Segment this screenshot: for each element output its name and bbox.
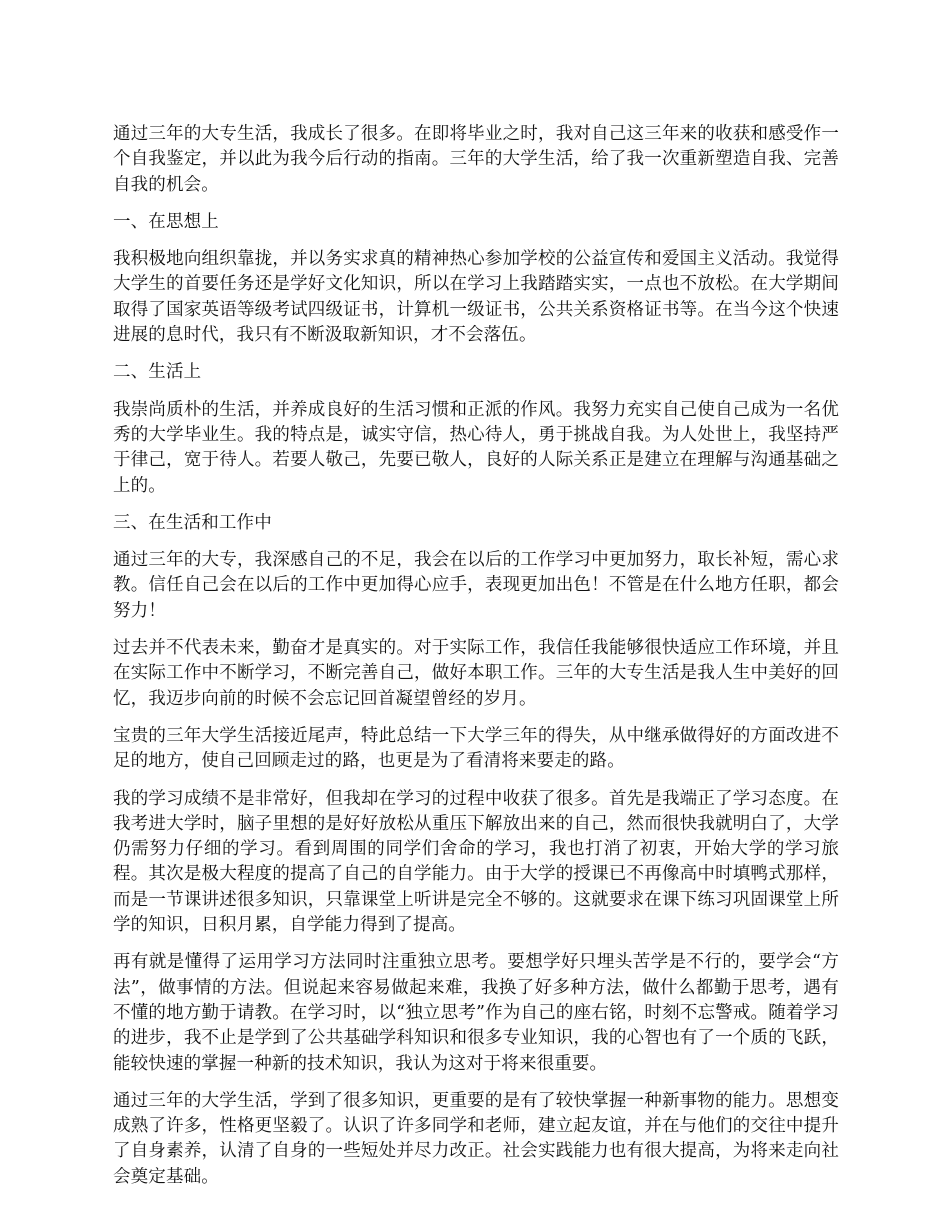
study-paragraph: 我的学习成绩不是非常好，但我却在学习的过程中收获了很多。首先是我端正了学习态度。在我考进大学时，脑子里想的是好好放松从重压下解放出来的自己，然而很快我就明白了，大学仍需努力仔细的学习。看到周围的同学们舍命的学习，我也打消了初衷，开始大学的学习旅程。其次是极大程度的提高了自己的自学能力。由于大学的授课已不再像高中时填鸭式那样，而是一节课讲述很多知识，只靠课堂上听讲是完全不够的。这就要求在课下练习巩固课堂上所学的知识，日积月累，自学能力得到了提高。: [113, 788, 839, 936]
method-paragraph: 再有就是懂得了运用学习方法同时注重独立思考。要想学好只埋头苦学是不行的，要学会“方法”，做事情的方法。但说起来容易做起来难，我换了好多种方法，做什么都勤于思考，遇有不懂的地方勤于请教。在学习时，以“独立思考”作为自己的座右铭，时刻不忘警戒。随着学习的进步，我不止是学到了公共基础学科知识和很多专业知识，我的心智也有了一个质的飞跃，能较快速的掌握一种新的技术知识，我认为这对于将来很重要。: [113, 952, 839, 1074]
work-paragraph-1: 通过三年的大专，我深感自己的不足，我会在以后的工作学习中更加努力，取长补短，需心求教。信任自己会在以后的工作中更加得心应手，表现更加出色！不管是在什么地方任职，都会努力！: [113, 550, 839, 621]
thought-paragraph: 我积极地向组织靠拢，并以务实求真的精神热心参加学校的公益宣传和爱国主义活动。我觉得大学生的首要任务还是学好文化知识，所以在学习上我踏踏实实，一点也不放松。在大学期间取得了国家英语等级考试四级证书，计算机一级证书，公共关系资格证书等。在当今这个快速进展的息时代，我只有不断汲取新知识，才不会落伍。: [113, 249, 839, 346]
document-body: [113, 122, 839, 1202]
section-heading-life: 二、生活上: [113, 362, 202, 383]
section-heading-thought: 一、在思想上: [113, 211, 219, 232]
section-heading-work: 三、在生活和工作中: [113, 512, 272, 533]
work-paragraph-2: 过去并不代表未来，勤奋才是真实的。对于实际工作，我信任我能够很快适应工作环境，并且在实际工作中不断学习，不断完善自己，做好本职工作。三年的大专生活是我人生中美好的回忆，我迈步向前的时候不会忘记回首凝望曾经的岁月。: [113, 638, 839, 709]
summary-paragraph-1: 宝贵的三年大学生活接近尾声，特此总结一下大学三年的得失，从中继承做得好的方面改进不足的地方，使自己回顾走过的路，也更是为了看清将来要走的路。: [113, 725, 839, 772]
intro-paragraph: 通过三年的大专生活，我成长了很多。在即将毕业之时，我对自己这三年来的收获和感受作一个自我鉴定，并以此为我今后行动的指南。三年的大学生活，给了我一次重新塑造自我、完善自我的机会。: [113, 124, 839, 195]
life-paragraph: 我崇尚质朴的生活，并养成良好的生活习惯和正派的作风。我努力充实自己使自己成为一名优秀的大学毕业生。我的特点是，诚实守信，热心待人，勇于挑战自我。为人处世上，我坚持严于律己，宽于待人。若要人敬己，先要已敬人，良好的人际关系正是建立在理解与沟通基础之上的。: [113, 399, 839, 496]
conclusion-paragraph: 通过三年的大学生活，学到了很多知识，更重要的是有了较快掌握一种新事物的能力。思想变成熟了许多，性格更坚毅了。认识了许多同学和老师，建立起友谊，并在与他们的交往中提升了自身素养，认清了自身的一些短处并尽力改正。社会实践能力也有很大提高，为将来走向社会奠定基础。: [113, 1090, 839, 1187]
